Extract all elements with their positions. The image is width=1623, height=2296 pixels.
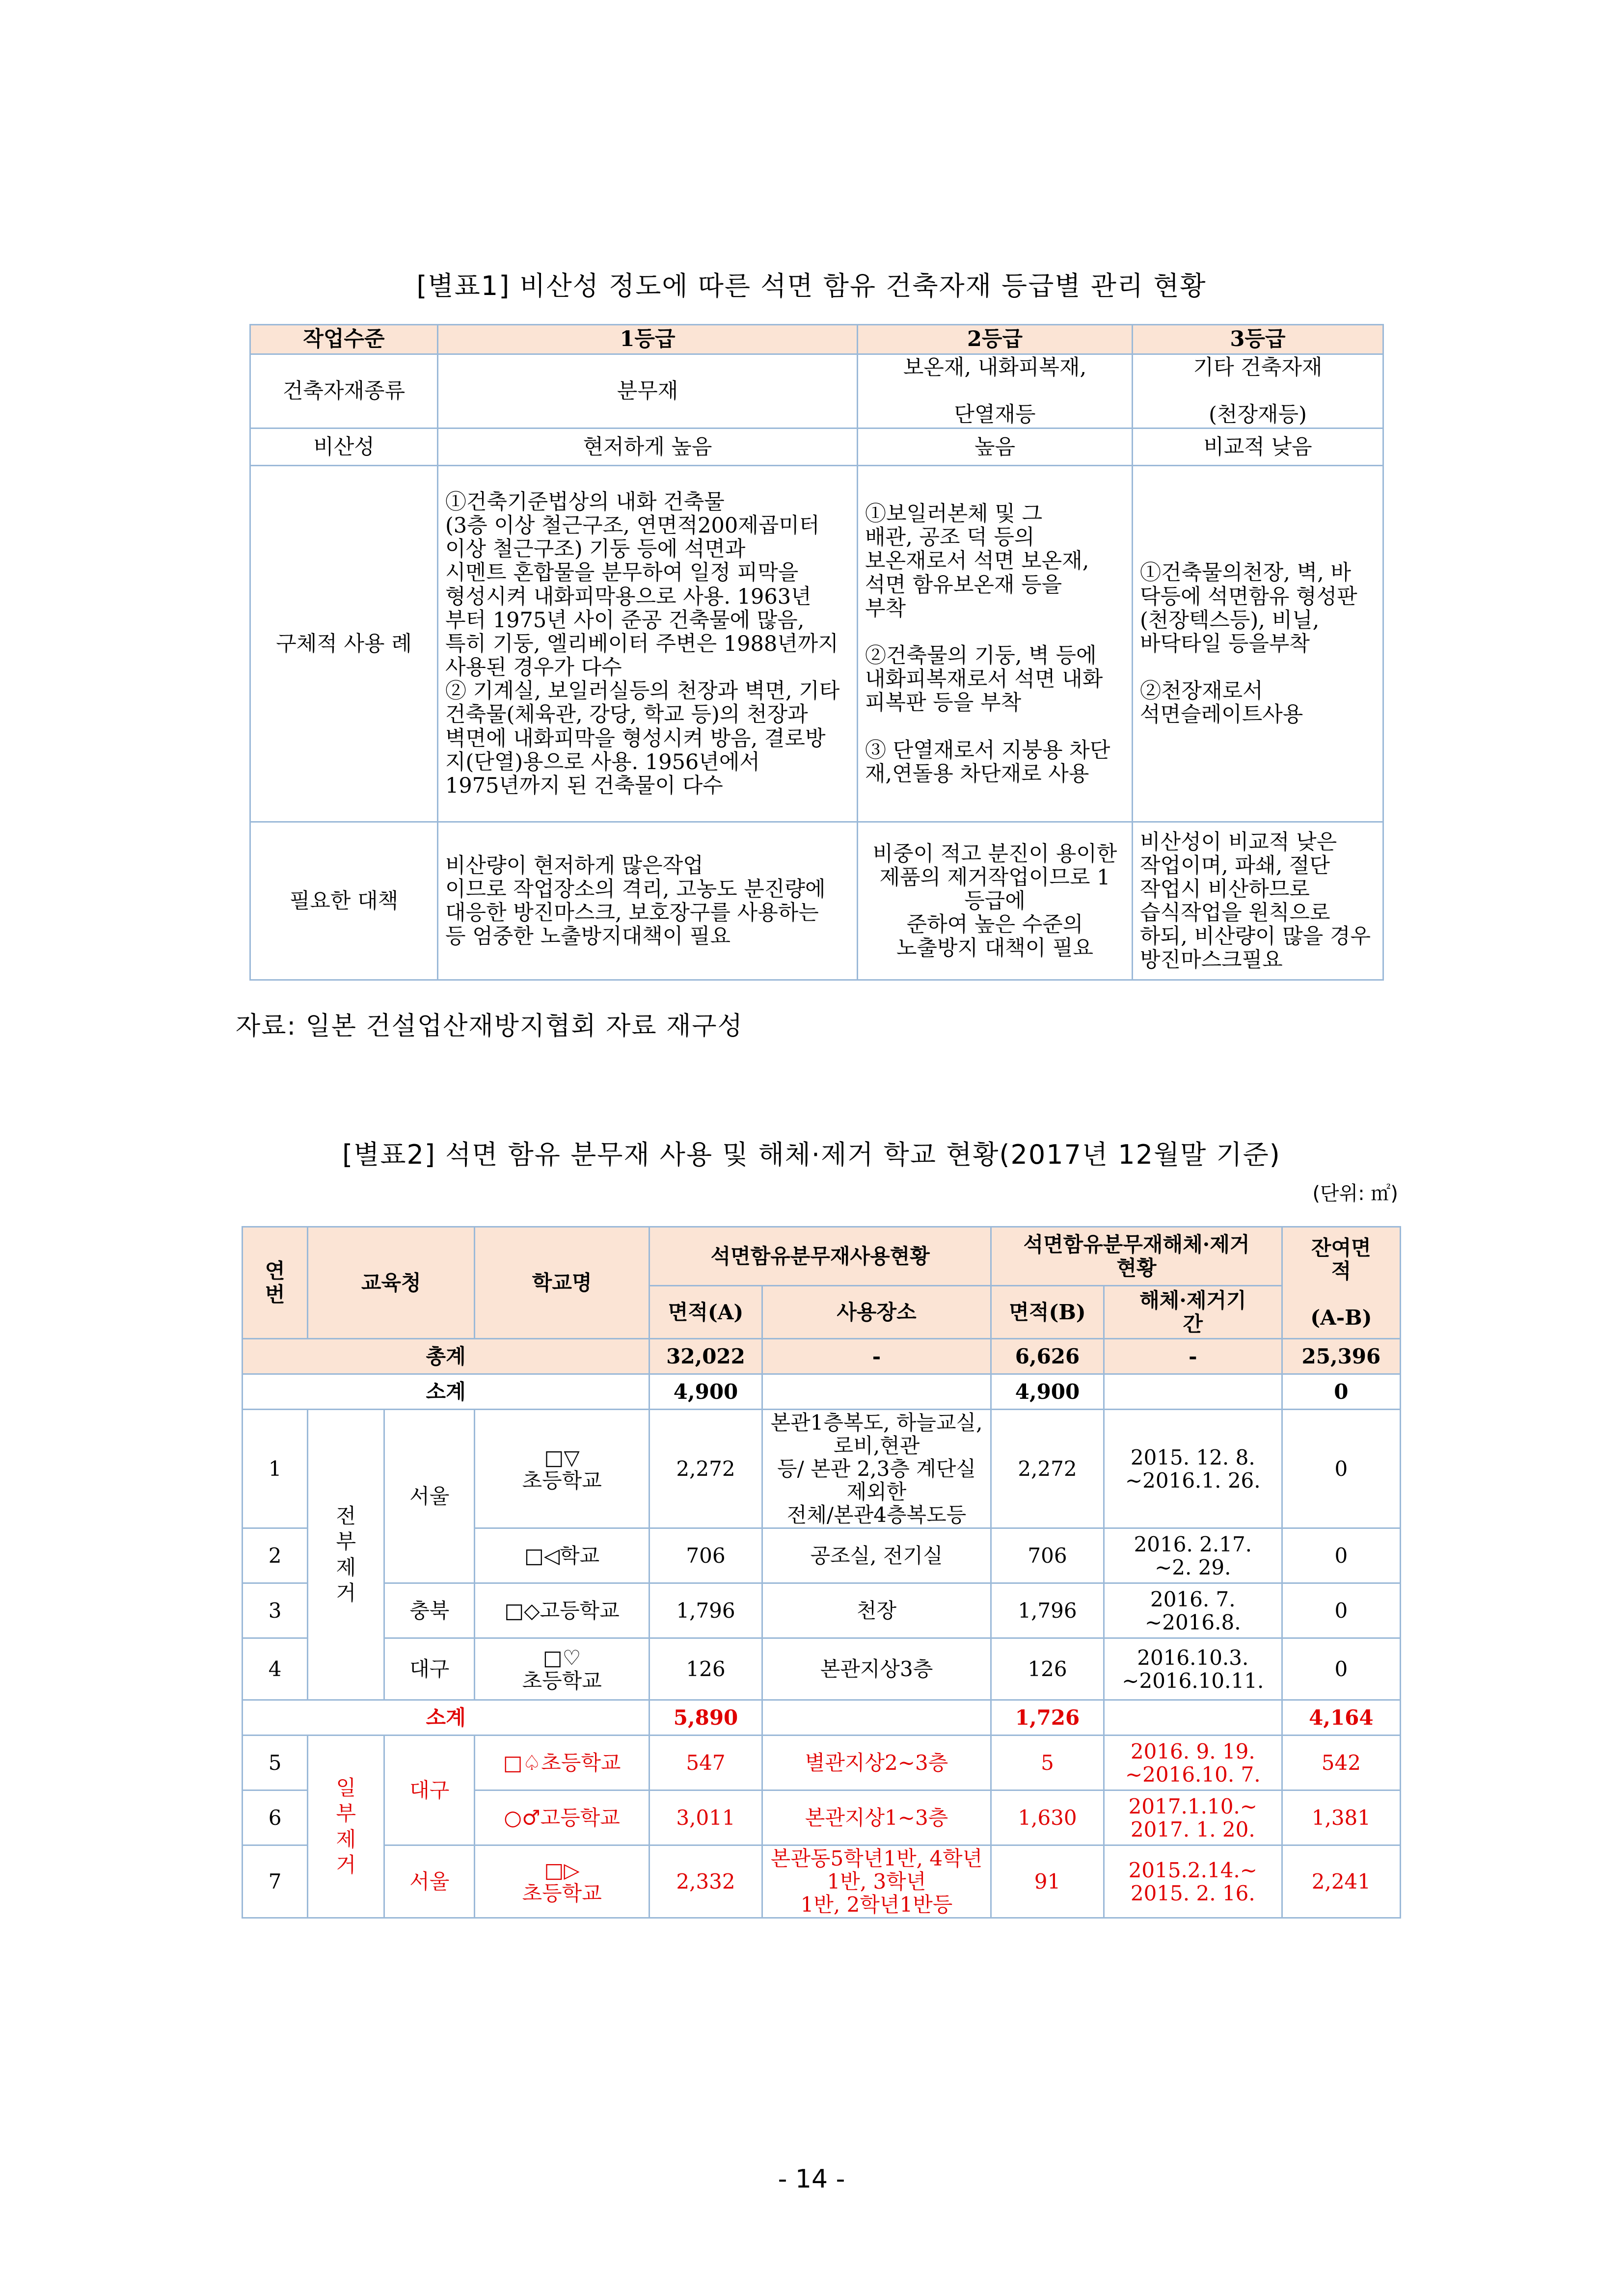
group1-subtotal-period [1104, 1374, 1282, 1410]
group2-subtotal-label: 소계 [243, 1700, 649, 1735]
table1-source: 자료: 일본 건설업산재방지협회 자료 재구성 [236, 1012, 743, 1041]
row-school: ○♂고등학교 [475, 1790, 649, 1845]
page-number: - 14 - [778, 2164, 845, 2194]
group2-subtotal-area-a: 5,890 [649, 1700, 762, 1735]
countermeasures-grade-1: 비산량이 현저하게 많은작업 이므로 작업장소의 격리, 고농도 분진량에 대응한 방진마스크, 보호장구를 사용하는 등 엄중한 노출방지대책이 필요 [438, 822, 858, 980]
group1-subtotal-label: 소계 [243, 1374, 649, 1410]
header-removal-period: 해체·제거기 간 [1104, 1286, 1282, 1339]
table2-title: [별표2] 석면 함유 분무재 사용 및 해체·제거 학교 현황(2017년 12월말 기준) [342, 1139, 1281, 1170]
table-row [243, 1735, 1401, 1790]
table1-title: [별표1] 비산성 정도에 따른 석면 함유 건축자재 등급별 관리 현황 [416, 270, 1207, 301]
grade-management-table [249, 324, 1384, 981]
group1-subtotal-area-a: 4,900 [649, 1374, 762, 1410]
row-period: 2016. 9. 19. ~2016.10. 7. [1104, 1735, 1282, 1790]
row-area-a: 2,272 [649, 1410, 762, 1528]
row-office: 대구 [384, 1638, 475, 1700]
usage-examples-grade-2: ①보일러본체 및 그 배관, 공조 덕 등의 보온재로서 석면 보온재, 석면 함유보온재 등을 부착 ②건축물의 기둥, 벽 등에 내화피복재로서 석면 내화 피복판 등을 부착 ③ 단열재로서 지붕용 차단 재,연돌용 차단재로 사용 [858, 466, 1133, 822]
row-school: □♡ 초등학교 [475, 1638, 649, 1700]
row-remaining: 542 [1282, 1735, 1400, 1790]
row-period: 2017.1.10.~ 2017. 1. 20. [1104, 1790, 1282, 1845]
row-area-b: 126 [991, 1638, 1104, 1700]
total-remaining: 25,396 [1282, 1339, 1400, 1374]
row-remaining: 0 [1282, 1410, 1400, 1528]
total-area-b: 6,626 [991, 1339, 1104, 1374]
row-no: 7 [243, 1845, 308, 1918]
row-place: 별관지상2~3층 [762, 1735, 991, 1790]
row-area-a: 2,332 [649, 1845, 762, 1918]
group1-subtotal-remaining: 0 [1282, 1374, 1400, 1410]
total-period: - [1104, 1339, 1282, 1374]
header-office: 교육청 [308, 1227, 475, 1339]
row-area-b: 706 [991, 1528, 1104, 1583]
row-no: 4 [243, 1638, 308, 1700]
row-no: 2 [243, 1528, 308, 1583]
header-area-a: 면적(A) [649, 1286, 762, 1339]
row-area-a: 3,011 [649, 1790, 762, 1845]
countermeasures-grade-2: 비중이 적고 분진이 용이한 제품의 제거작업이므로 1 등급에 준하여 높은 수준의 노출방지 대책이 필요 [858, 822, 1133, 980]
row-school: □◁학교 [475, 1528, 649, 1583]
row-area-a: 126 [649, 1638, 762, 1700]
row-period: 2016.10.3. ~2016.10.11. [1104, 1638, 1282, 1700]
scattering-grade-2: 높음 [858, 428, 1133, 466]
header-school: 학교명 [475, 1227, 649, 1339]
row-office: 충북 [384, 1583, 475, 1638]
row-no: 3 [243, 1583, 308, 1638]
row-school: □♤초등학교 [475, 1735, 649, 1790]
group2-label: 일 부 제 거 [308, 1735, 384, 1918]
row-area-b: 5 [991, 1735, 1104, 1790]
material-type-grade-3: 기타 건축자재 (천장재등) [1133, 354, 1383, 428]
table-row [243, 1410, 1401, 1528]
row-area-a: 706 [649, 1528, 762, 1583]
header-usage-place: 사용장소 [762, 1286, 991, 1339]
row-remaining: 0 [1282, 1638, 1400, 1700]
material-type-grade-1: 분무재 [438, 354, 858, 428]
row-area-b: 2,272 [991, 1410, 1104, 1528]
row-place: 본관지상3층 [762, 1638, 991, 1700]
school-asbestos-table [242, 1226, 1401, 1919]
header-grade-1: 1등급 [438, 325, 858, 354]
total-label: 총계 [243, 1339, 649, 1374]
total-area-a: 32,022 [649, 1339, 762, 1374]
row-place: 본관지상1~3층 [762, 1790, 991, 1845]
row-place: 본관동5학년1반, 4학년1반, 3학년 1반, 2학년1반등 [762, 1845, 991, 1918]
row-remaining: 1,381 [1282, 1790, 1400, 1845]
scattering-grade-1: 현저하게 높음 [438, 428, 858, 466]
table-row [243, 1583, 1401, 1638]
header-grade-2: 2등급 [858, 325, 1133, 354]
group2-subtotal-period [1104, 1700, 1282, 1735]
header-grade-3: 3등급 [1133, 325, 1383, 354]
row-label-countermeasures: 필요한 대책 [250, 822, 438, 980]
group1-subtotal-place [762, 1374, 991, 1410]
unit-label: (단위: ㎡) [1312, 1182, 1398, 1205]
row-area-b: 91 [991, 1845, 1104, 1918]
row-no: 5 [243, 1735, 308, 1790]
row-school: □◇고등학교 [475, 1583, 649, 1638]
row-period: 2015.2.14.~ 2015. 2. 16. [1104, 1845, 1282, 1918]
header-area-b: 면적(B) [991, 1286, 1104, 1339]
row-area-a: 1,796 [649, 1583, 762, 1638]
row-office: 서울 [384, 1845, 475, 1918]
row-office: 서울 [384, 1410, 475, 1583]
row-school: □▽ 초등학교 [475, 1410, 649, 1528]
row-place: 공조실, 전기실 [762, 1528, 991, 1583]
row-remaining: 0 [1282, 1583, 1400, 1638]
row-office: 대구 [384, 1735, 475, 1845]
header-usage-status: 석면함유분무재사용현황 [649, 1227, 991, 1286]
total-place: - [762, 1339, 991, 1374]
row-remaining: 2,241 [1282, 1845, 1400, 1918]
scattering-grade-3: 비교적 낮음 [1133, 428, 1383, 466]
row-school: □▷ 초등학교 [475, 1845, 649, 1918]
row-period: 2016. 2.17. ~2. 29. [1104, 1528, 1282, 1583]
header-no: 연 번 [243, 1227, 308, 1339]
group1-subtotal-area-b: 4,900 [991, 1374, 1104, 1410]
row-area-a: 547 [649, 1735, 762, 1790]
material-type-grade-2: 보온재, 내화피복재, 단열재등 [858, 354, 1133, 428]
usage-examples-grade-3: ①건축물의천장, 벽, 바 닥등에 석면함유 형성판 (천장텍스등), 비닐, 바닥타일 등을부착 ②천장재로서 석면슬레이트사용 [1133, 466, 1383, 822]
row-area-b: 1,796 [991, 1583, 1104, 1638]
header-remaining-area: 잔여면 적 (A-B) [1282, 1227, 1400, 1339]
group2-subtotal-remaining: 4,164 [1282, 1700, 1400, 1735]
row-period: 2015. 12. 8. ~2016.1. 26. [1104, 1410, 1282, 1528]
row-label-usage-examples: 구체적 사용 례 [250, 466, 438, 822]
group1-label: 전 부 제 거 [308, 1410, 384, 1700]
usage-examples-grade-1: ①건축기준법상의 내화 건축물 (3층 이상 철근구조, 연면적200제곱미터 이상 철근구조) 기둥 등에 석면과 시멘트 혼합물을 분무하여 일정 피막을 형성시켜 내화피막용으로 사용. 1963년 부터 1975년 사이 준공 건축물에 많음, 특히 기둥, 엘리베이터 주변은 1988년까지 사용된 경우가 다수 ② 기계실, 보일러실등의 천장과 벽면, 기타 건축물(체육관, 강당, 학교 등)의 천장과 벽면에 내화피막을 형성시켜 방음, 결로방 지(단열)용으로 사용. 1956년에서 1975년까지 된 건축물이 다수 [438, 466, 858, 822]
row-remaining: 0 [1282, 1528, 1400, 1583]
row-label-material-type: 건축자재종류 [250, 354, 438, 428]
group2-subtotal-area-b: 1,726 [991, 1700, 1104, 1735]
row-period: 2016. 7. ~2016.8. [1104, 1583, 1282, 1638]
row-no: 1 [243, 1410, 308, 1528]
row-area-b: 1,630 [991, 1790, 1104, 1845]
row-place: 본관1층복도, 하늘교실, 로비,현관 등/ 본관 2,3층 계단실 제외한 전체/본관4층복도등 [762, 1410, 991, 1528]
row-place: 천장 [762, 1583, 991, 1638]
row-no: 6 [243, 1790, 308, 1845]
header-removal-status: 석면함유분무재해체·제거 현황 [991, 1227, 1282, 1286]
countermeasures-grade-3: 비산성이 비교적 낮은 작업이며, 파쇄, 절단 작업시 비산하므로 습식작업을 원칙으로 하되, 비산량이 많을 경우 방진마스크필요 [1133, 822, 1383, 980]
group2-subtotal-place [762, 1700, 991, 1735]
table-row [243, 1638, 1401, 1700]
row-label-scattering: 비산성 [250, 428, 438, 466]
header-work-level: 작업수준 [250, 325, 438, 354]
table-row [243, 1845, 1401, 1918]
